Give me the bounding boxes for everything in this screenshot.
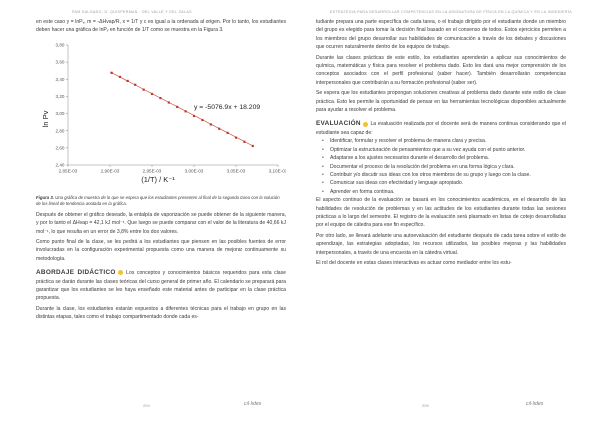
y-tick-label: 2,40 — [55, 162, 65, 168]
y-tick-label: 3,00 — [55, 110, 65, 116]
paragraph: Durante las clases prácticas de este estilo, los estudiantes aprenderán a aplicar sus conocimientos de química, matemáticas y física para resolver el problema dado. Esto les dará una mejor comprensión de los conceptos asociados con el perfil profesional (saber hacer). También desarrollarán competencias interpersonales que contribuirán a su formación profesional (saber ser). — [316, 54, 566, 86]
list-item: • Comunicar sus ideas con efectividad y lenguaje apropiado. — [330, 179, 566, 187]
x-axis-label: (1/T) / K⁻¹ — [141, 174, 175, 184]
list-item: • Aprender en forma continua. — [330, 188, 566, 196]
caption-label: Figura 3. — [36, 194, 54, 200]
y-tick-label: 3,60 — [55, 59, 65, 65]
y-axis-label: ln Pv — [41, 110, 50, 128]
abordaje-paragraph — [36, 269, 286, 303]
y-tick-label: 3,40 — [55, 76, 65, 82]
left-column — [36, 18, 286, 322]
paragraph: Después de obtener el gráfico deseado, la entalpía de vaporización se puede obtener de la siguiente manera, y por lo tanto el ΔHvap = 42,1 kJ mol⁻¹. Que luego se puede comparar con el valor de la literatura de 40,66 kJ mol⁻¹, lo que resulta en un error de 3,8% entre los dos valores. — [36, 211, 286, 235]
x-tick-label: 3,05E-03 — [226, 168, 246, 174]
paragraph-text: Los conceptos y conocimientos básicos requeridos para esta clase práctica se darán durante las clases teóricas del curso general de primer año. El calendario se preparará para garantizar que los estudiantes se les haya enseñado este material antes de participar en la clase práctica propuesta. — [36, 270, 286, 302]
x-tick-label: 3,00E-03 — [184, 168, 204, 174]
list-item: • Documentar el proceso de la resolución del problema en una forma lógica y clara. — [330, 163, 566, 171]
paragraph-text: La evaluación realizada por el docente será de manera continua considerando que el estudiante sea capaz de: — [316, 121, 566, 136]
heading-evaluacion: EVALUACIÓN — [316, 120, 361, 128]
list-item: • Identificar, formular y resolver el problema de manera clara y precisa. — [330, 137, 566, 145]
figure-caption — [36, 195, 280, 207]
paragraph: Por otro lado, se llevará adelante una autoevaluación del estudiante después de cada tarea sobre el estilo de aprendizaje, las estrategias adoptadas, los recursos utilizados, las posibles mejoras y las habilidades interpersonales, a través de una encuesta en la cátedra virtual. — [316, 232, 566, 256]
evaluacion-paragraph — [316, 120, 566, 137]
x-tick-label: 2,90E-03 — [100, 168, 120, 174]
section-bullet-icon — [118, 270, 123, 275]
paragraph: Se espera que los estudiantes propongan soluciones creativas al problema dado durante este estilo de clase práctica. Esto les permite la oportunidad de pensar en las herramientas tecnológicas disponibles actualmente para ayudar a resolver el problema. — [316, 90, 566, 114]
y-tick-label: 3,20 — [55, 93, 65, 99]
list-item: • Adaptarse a los ajustes necesarios durante el desarrollo del problema. — [330, 154, 566, 162]
journal-logo-left: cıl·lıdes — [244, 401, 262, 407]
evaluation-criteria-list — [316, 137, 566, 196]
y-tick-label: 2,60 — [55, 145, 65, 151]
paragraph: en este caso y = lnPᵥ, m = -ΔHvap/R, x = 1/T y c es igual a la ordenada al origen. Por lo tanto, los estudiantes deben hacer una gráfica de lnPᵥ en función de 1/T como se muestra en la Figura 3. — [36, 19, 286, 34]
page-number-right: 205 — [422, 403, 429, 408]
right-column — [316, 18, 566, 267]
list-item: • Optimizar la estructuración de pensamientos que a su vez ayuda con el punto anterior. — [330, 146, 566, 154]
list-item: • Contribuir y/o discutir sus ideas con los otros miembros de su grupo y luego con la clase. — [330, 171, 566, 179]
y-tick-label: 2,80 — [55, 128, 65, 134]
figure-3 — [36, 37, 286, 192]
heading-abordaje: ABORDAJE DIDÁCTICO — [36, 269, 116, 277]
journal-logo-right: cıl·lıdes — [526, 401, 544, 407]
paragraph: tudiante prepara una parte específica de cada tarea, o el trabajo dirigido por el estudiante donde un miembro del grupo es elegido para tomar la decisión final basado en el consenso de todos. Estos ejercicios permiten a los miembros del grupo desarrollar sus habilidades de comunicación a través de los debates y discusiones que ocurren naturalmente dentro de los equipos de trabajo. — [316, 19, 566, 51]
x-tick-label: 3,10E-03 — [268, 168, 286, 174]
x-tick-label: 2,85E-03 — [58, 168, 78, 174]
x-tick-label: 2,95E-03 — [142, 168, 162, 174]
caption-text: Una gráfica de muestra de lo que se espera que los estudiantes presenten al final de la segunda tarea con la solución de los lineal de tendencia anotada en la gráfica. — [36, 194, 280, 206]
paragraph: Como punto final de la clase, se les pedirá a los estudiantes que piensen en las posibles fuentes de error involucradas en la configuración experimental propuesta como una manera de mejorar continuamente su metodología. — [36, 239, 286, 262]
trend-equation: y = -5076.9x + 18.209 — [194, 103, 261, 111]
section-bullet-icon — [363, 122, 368, 127]
paragraph: El aspecto continuo de la evaluación se basará en los conocimientos académicos, en el desarrollo de las habilidades de resolución de problemas y en las actitudes de los estudiantes durante todas las sesiones prácticas a lo largo del semestre. El registro de la evaluación será plasmado en listas de cotejo desarrolladas por el equipo de cátedra para ese fin específico. — [316, 197, 566, 229]
paragraph: El rol del docente en estas clases interactivas es actuar como mediador entre los estu- — [316, 259, 512, 266]
paragraph: Durante la clase, los estudiantes estarán expuestos a diferentes técnicas para el trabajo en grupo en las distintas etapas, tales como el trabajo compartimentado donde cada es- — [36, 305, 286, 321]
running-header-right: ESTRATEGIA PARA DESARROLLAR COMPETENCIAS EN LA ASIGNATURA DE FÍSICA EN LA QUÍMICA Y EN LA INGENIERÍA — [330, 10, 572, 14]
page-number-left: 204 — [143, 403, 150, 408]
vapor-pressure-chart — [36, 37, 286, 187]
running-header-left: PAM SALGADO, D. QUISPERMAN · DEL VALLE Y DEL SALAS — [72, 10, 192, 14]
y-tick-label: 3,80 — [55, 42, 65, 48]
